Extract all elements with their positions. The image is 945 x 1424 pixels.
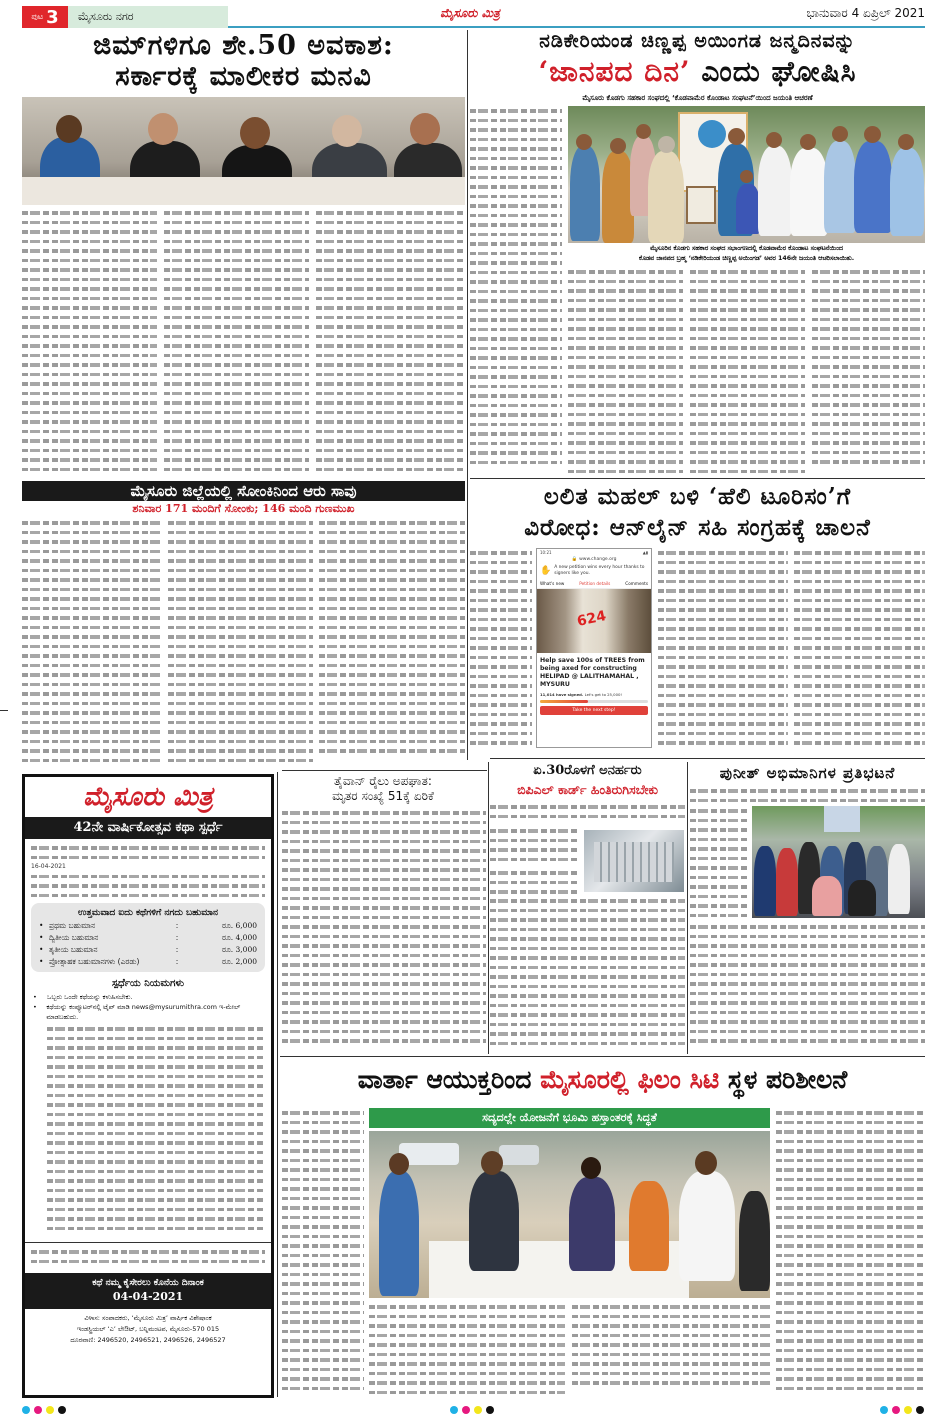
tree-photo (537, 589, 651, 653)
tab-petition-details[interactable]: Petition details (579, 581, 611, 586)
gym-headline-line1: ಜಿಮ್‌ಗಳಿಗೂ ಶೇ.50 ಅವಕಾಶ: (93, 30, 394, 61)
rule-item: • ಕಥೆಯನ್ನು ಕಂಪ್ಯೂಟರ್‌ನಲ್ಲಿ ಟೈಪ್ ಮಾಡಿ news@mysurumithra.com ಇ-ಮೇಲ್ ಮಾಡಬಹುದು. (25, 1002, 271, 1022)
covid-body-col3 (319, 518, 465, 766)
print-dot-black (916, 1406, 924, 1414)
bpl-headline-line2: ಬಿಪಿಎಲ್ ಕಾರ್ಡ್ ಹಿಂತಿರುಗಿಸಬೇಕು (517, 782, 658, 797)
taiwan-headline-line2: ಮೃತರ ಸಂಖ್ಯೆ 51ಕ್ಕೆ ಏರಿಕೆ (332, 789, 434, 803)
rule-item: • ಒಬ್ಬರು ಒಂದೇ ಕಥೆಯನ್ನು ಕಳುಹಿಸಬೇಕು. (33, 993, 133, 1001)
petition-progress-fill (540, 700, 588, 703)
puneeth-body-col1 (690, 806, 748, 921)
print-marks-center (450, 1406, 494, 1414)
print-dot-cyan (880, 1406, 888, 1414)
covid-headline: ಮೈಸೂರು ಜಿಲ್ಲೆಯಲ್ಲಿ ಸೋಂಕಿನಿಂದ ಆರು ಸಾವು (22, 481, 465, 501)
lalith-top-rule (470, 478, 925, 479)
bpl-body-intro (490, 826, 580, 866)
section-name: ಮೈಸೂರು ನಗರ (68, 6, 228, 28)
jaanapada-body-col1 (470, 106, 562, 476)
contest-title: 42ನೇ ವಾರ್ಷಿಕೋತ್ಸವ ಕಥಾ ಸ್ಪರ್ಧೆ (25, 817, 271, 839)
prizes-title: ಉತ್ತಮವಾದ ಐದು ಕಥೆಗಳಿಗೆ ನಗದು ಬಹುಮಾನ (78, 908, 218, 918)
prize-row: • ದ್ವಿತೀಯ ಬಹುಮಾನ : ರೂ. 4,000 (39, 933, 257, 942)
print-dot-magenta (462, 1406, 470, 1414)
print-dot-black (58, 1406, 66, 1414)
lock-icon: 🔒 (571, 557, 578, 562)
filmcity-headline-part1: ವಾರ್ತಾ ಆಯುಕ್ತರಿಂದ (357, 1065, 532, 1094)
prize-name: ದ್ವಿತೀಯ ಬಹುಮಾನ (49, 933, 99, 942)
prize-row: • ಪ್ರಥಮ ಬಹುಮಾನ : ರೂ. 6,000 (39, 921, 257, 930)
print-dot-yellow (474, 1406, 482, 1414)
prize-name: ಪ್ರೋತ್ಸಾಹಕ ಬಹುಮಾನಗಳು (ಎರಡು) (49, 957, 140, 966)
covid-subheadline: ಶನಿವಾರ 171 ಮಂದಿಗೆ ಸೋಂಕು; 146 ಮಂದಿ ಗುಣಮುಖ (132, 502, 355, 515)
address-line: ದೂರವಾಣಿ: 2496520, 2496521, 2496526, 2496527 (70, 1336, 226, 1344)
gym-body-col1 (22, 208, 157, 478)
petition-signed: 11,014 have signed. (540, 692, 584, 697)
tab-comments[interactable]: Comments (625, 581, 648, 586)
filmcity-body-col3 (572, 1302, 770, 1397)
prize-panel (31, 903, 265, 972)
prize-sep: : (175, 957, 179, 966)
print-dot-cyan (450, 1406, 458, 1414)
contest-box (22, 774, 274, 1398)
prize-sep: : (175, 921, 179, 930)
contest-note (25, 1243, 271, 1273)
filmcity-banner: ಸದ್ಯದಲ್ಲೇ ಯೋಜನೆಗೆ ಭೂಮಿ ಹಸ್ತಾಂತರಕ್ಕೆ ಸಿದ್ಧತೆ (369, 1108, 770, 1128)
column-divider (467, 30, 468, 760)
contest-intro (25, 839, 271, 899)
jaanapada-headline-rest: ಎಂದು ಘೋಷಿಸಿ (701, 55, 857, 88)
filmcity-top-rule (280, 1056, 925, 1057)
bpl-top-rule (490, 758, 925, 759)
tab-whats-new[interactable]: What's new (540, 581, 565, 586)
print-dot-magenta (34, 1406, 42, 1414)
prize-sep: : (175, 933, 179, 942)
taiwan-top-rule (282, 770, 487, 771)
deadline-label: ಕಥೆ ನಮ್ಮ ಕೈಸೇರಲು ಕೊನೆಯ ದಿನಾಂಕ (92, 1278, 204, 1288)
gym-body-col2 (164, 208, 309, 478)
petition-progress (540, 700, 648, 703)
covid-body-col2 (168, 518, 313, 766)
page-number-badge (22, 6, 68, 28)
prize-amount: ರೂ. 4,000 (222, 933, 257, 942)
page-label: ಪುಟ (31, 12, 44, 21)
filmcity-headline (280, 1060, 925, 1100)
petition-phone-screenshot (536, 548, 652, 748)
filmcity-body-col1 (282, 1108, 364, 1398)
middle-divider (488, 762, 489, 1054)
page-number: 3 (46, 6, 59, 28)
lalith-body-col3 (794, 548, 925, 756)
prize-amount: ರೂ. 6,000 (222, 921, 257, 930)
jaanapada-subheadline: ಮೈಸೂರು ಕೊಡಗು ಸಹಕಾರ ಸಂಘದಲ್ಲಿ ‘ಕೊಡವಾಮೆರ ಕೊಂಡಾಟ ಸಂಘಟನೆ’ಯಿಂದ ಜಯಂತಿ ಆಚರಣೆ (582, 94, 813, 102)
jaanapada-body-col2 (568, 267, 683, 477)
bpl-body (490, 896, 685, 1054)
lalith-body-col1 (470, 548, 532, 756)
jaanapada-body-col4 (812, 267, 925, 477)
jaanapada-body-col3 (690, 267, 805, 477)
rules-more (25, 1022, 271, 1240)
box-divider (277, 772, 278, 1397)
print-dot-yellow (904, 1406, 912, 1414)
phone-time: 10:21 (540, 550, 552, 555)
deadline-date: 04-04-2021 (112, 1290, 184, 1303)
taiwan-headline-line1: ತೈವಾನ್ ರೈಲು ಅಪಘಾತ: (334, 774, 432, 788)
jaanapada-headline-red: ‘ಜಾನಪದ ದಿನ’ (538, 55, 691, 88)
fold-mark (0, 710, 8, 711)
rules-title: ಸ್ಪರ್ಧೆಯ ನಿಯಮಗಳು (111, 978, 185, 989)
bpl-cards-photo (584, 830, 684, 892)
filmcity-site-photo (369, 1131, 770, 1298)
address-line: ವಿಳಾಸ: ಸಂಪಾದಕರು, ‘ಮೈಸೂರು ಮಿತ್ರ’ ವಾರ್ಷಿಕ ವಿಶೇಷಾಂಕ (84, 1314, 212, 1322)
bpl-headline-line1: ಏ.30ರೊಳಗೆ ಅನರ್ಹರು (533, 763, 642, 778)
prize-amount: ರೂ. 3,000 (222, 945, 257, 954)
prize-sep: : (175, 945, 179, 954)
contest-address (25, 1309, 271, 1346)
filmcity-headline-red: ಮೈಸೂರಲ್ಲಿ ಫಿಲಂ ಸಿಟಿ (540, 1065, 720, 1094)
caption-line1: ಮೈಸೂರಿನ ಕೊಡಗು ಸಹಕಾರ ಸಂಘದ ಸಭಾಂಗಣದಲ್ಲಿ ಕೊಡವಾಮೆರ ಕೊಂಡಾಟ ಸಂಘಟನೆಯಿಂದ (650, 245, 843, 252)
filmcity-headline-part3: ಸ್ಥಳ ಪರಿಶೀಲನೆ (727, 1065, 848, 1094)
gym-headline (22, 30, 465, 92)
gym-headline-line2: ಸರ್ಕಾರಕ್ಕೆ ಮಾಲೀಕರ ಮನವಿ (115, 61, 372, 93)
rule-text: ಒಬ್ಬರು ಒಂದೇ ಕಥೆಯನ್ನು ಕಳುಹಿಸಬೇಕು. (47, 993, 133, 1001)
prize-name: ಪ್ರಥಮ ಬಹುಮಾನ (49, 921, 96, 930)
jaanapada-group-photo (568, 106, 925, 243)
lalith-body-col2 (658, 548, 788, 756)
print-dot-cyan (22, 1406, 30, 1414)
jaanapada-headline-line2 (470, 54, 925, 90)
phone-banner: A new petition wins every hour thanks to signers like you. (554, 565, 645, 576)
lalith-headline-line2: ವಿರೋಧ: ಆನ್‌ಲೈನ್ ಸಹಿ ಸಂಗ್ರಹಕ್ಕೆ ಚಾಲನೆ (524, 514, 871, 541)
header-rule (228, 26, 925, 28)
covid-body-col1 (22, 518, 162, 766)
prize-row: • ಪ್ರೋತ್ಸಾಹಕ ಬಹುಮಾನಗಳು (ಎರಡು) : ರೂ. 2,000 (39, 957, 257, 966)
petition-goal: Let's get to 25,000! (584, 692, 622, 697)
petition-title: Help save 100s of TREES from being axed for constructing HELIPAD @ LALITHAMAHAL , MYSURU (540, 657, 645, 688)
tree-mark: 624 (575, 608, 608, 630)
puneeth-body (690, 922, 925, 1054)
contest-intro-date: 16-04-2021 (31, 863, 66, 870)
bpl-deck (490, 802, 685, 824)
phone-url[interactable]: www.change.org (579, 557, 617, 562)
jaanapada-headline-line1: ನಡಿಕೇರಿಯಂಡ ಚಿಣ್ಣಪ್ಪ ಅಯಿಂಗಡ ಜನ್ಮದಿನವನ್ನು (539, 30, 856, 52)
print-dot-magenta (892, 1406, 900, 1414)
deadline-bar (25, 1273, 271, 1309)
filmcity-body-col4 (776, 1108, 925, 1398)
prize-row: • ತೃತೀಯ ಬಹುಮಾನ : ರೂ. 3,000 (39, 945, 257, 954)
filmcity-body-col2 (369, 1302, 565, 1397)
masthead-logo: ಮೈಸೂರು ಮಿತ್ರ (440, 6, 500, 20)
taiwan-body (282, 808, 486, 1053)
caption-line2: ಕೊಡವ ಜಾನಪದ ಬ್ರಹ್ಮ ‘ನಡಿಕೇರಿಯಂಡ ಚಿಣ್ಣಪ್ಪ ಅಯಿಂಗಡ’ ಅವರ 146ನೇ ಜಯಂತಿ ಆಚರಿಸಲಾಯಿತು. (638, 255, 855, 262)
puneeth-lede (690, 786, 925, 806)
bpl-puneeth-divider (687, 762, 688, 1054)
phone-status-icons: ▲▮ (642, 550, 648, 555)
print-dot-black (486, 1406, 494, 1414)
jaanapada-caption (568, 244, 925, 264)
rule-text: ಕಥೆಯನ್ನು ಕಂಪ್ಯೂಟರ್‌ನಲ್ಲಿ ಟೈಪ್ ಮಾಡಿ news@mysurumithra.com ಇ-ಮೇಲ್ ಮಾಡಬಹುದು. (46, 1003, 241, 1021)
print-marks-left (22, 1406, 66, 1414)
bpl-body-col1a (490, 868, 580, 898)
prize-amount: ರೂ. 2,000 (222, 957, 257, 966)
gym-body-col3 (316, 208, 465, 478)
lalith-headline (470, 481, 925, 543)
petition-hand-icon: ✋ (540, 566, 552, 576)
contest-logo: ಮೈಸೂರು ಮಿತ್ರ (83, 782, 213, 812)
prize-name: ತೃತೀಯ ಬಹುಮಾನ (49, 945, 98, 954)
taiwan-headline (280, 774, 486, 804)
lalith-headline-line1: ಲಲಿತ ಮಹಲ್ ಬಳಿ ‘ಹೆಲಿ ಟೂರಿಸಂ’ಗೆ (543, 483, 852, 510)
gym-press-photo (22, 97, 465, 205)
print-dot-yellow (46, 1406, 54, 1414)
puneeth-protest-photo (752, 806, 925, 918)
puneeth-headline: ಪುನೀತ್ ಅಭಿಮಾನಿಗಳ ಪ್ರತಿಭಟನೆ (719, 764, 896, 782)
issue-date: ಭಾನುವಾರ 4 ಏಪ್ರಿಲ್ 2021 (806, 6, 925, 20)
take-next-step-button[interactable]: Take the next step! (540, 706, 648, 715)
print-marks-right (880, 1406, 924, 1414)
address-line: ಇಂಡಸ್ಟ್ರಿಯಲ್ ‘ಎ’ ಲೇಔಟ್, ಬನ್ನಿಮಂಟಪ, ಮೈಸೂರು-570 015 (76, 1325, 220, 1333)
